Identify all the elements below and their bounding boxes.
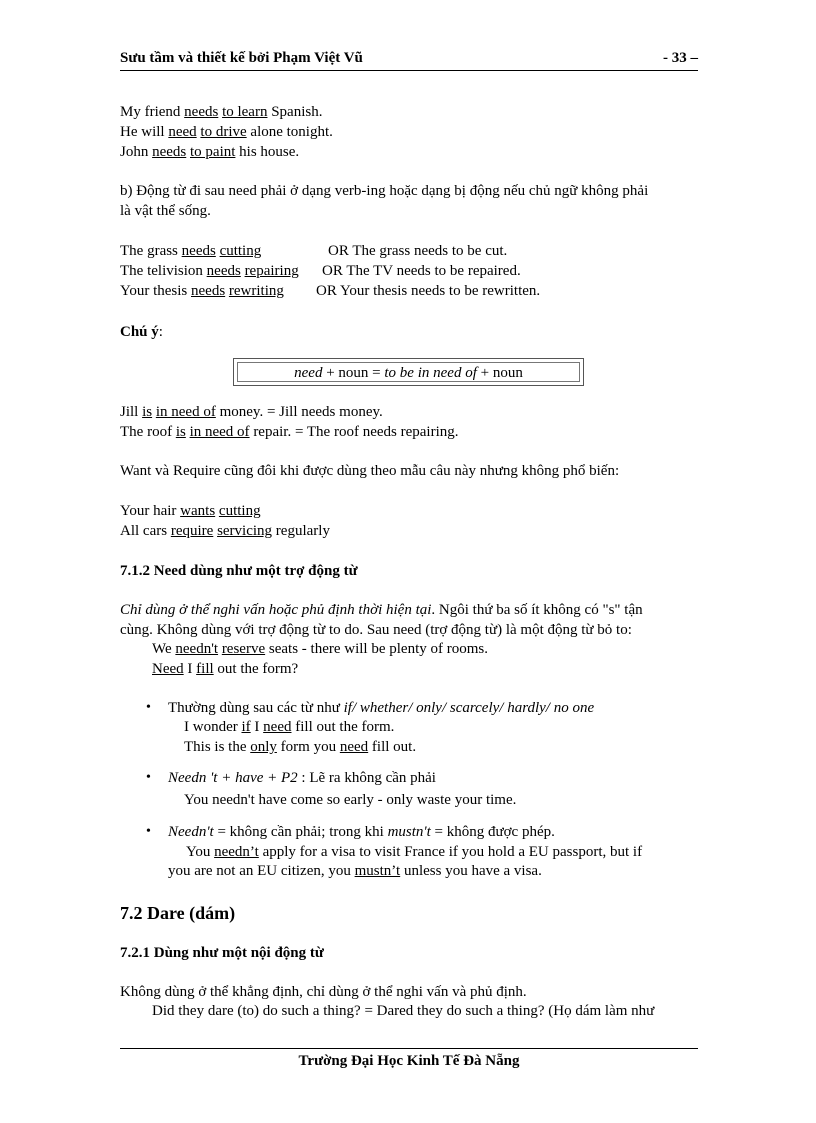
header-page-number: - 33 – [663, 50, 698, 66]
example-line: Your hair wants cutting [120, 503, 261, 519]
section-heading-7-1-2: 7.1.2 Need dùng như một trợ động từ [120, 563, 358, 579]
paragraph-line: cùng. Không dùng với trợ động từ to do. Sau need (trợ động từ) là một động từ bỏ to: [120, 622, 632, 638]
example-line: John needs to paint his house. [120, 144, 300, 160]
example-line: Did they dare (to) do such a thing? = Dared they do such a thing? (Họ dám làm như [152, 1003, 655, 1019]
page-header [120, 50, 698, 71]
example-line: I wonder if I need fill out the form. [184, 719, 395, 735]
example-line: The grass needs cutting [120, 243, 262, 259]
example-line: All cars require servicing regularly [120, 523, 330, 539]
example-line: We needn't reserve seats - there will be plenty of rooms. [152, 641, 488, 657]
paragraph-line: Chỉ dùng ở thể nghi vấn hoặc phủ định thời hiện tại. Ngôi thứ ba số ít không có "s" tận [120, 602, 643, 618]
bullet-icon: • [146, 824, 151, 839]
alternative-text: OR The TV needs to be repaired. [322, 263, 521, 279]
formula-text: need + noun = to be in need of + noun [237, 362, 580, 382]
example-line: Your thesis needs rewriting [120, 283, 284, 299]
bullet-icon: • [146, 700, 151, 715]
header-author: Sưu tầm và thiết kế bởi Phạm Việt Vũ [120, 50, 363, 66]
example-line: He will need to drive alone tonight. [120, 124, 333, 140]
example-line: The telivision needs repairing [120, 263, 299, 279]
footer-rule [120, 1048, 698, 1049]
example-line: My friend needs to learn Spanish. [120, 104, 323, 120]
section-heading-7-2-1: 7.2.1 Dùng như một nội động từ [120, 945, 324, 961]
bullet-text: Needn 't + have + P2 : Lẽ ra không cần phải [168, 770, 436, 786]
example-line: Jill is in need of money. = Jill needs money. [120, 404, 383, 420]
alternative-text: OR Your thesis needs to be rewritten. [316, 283, 541, 299]
footer-school: Trường Đại Học Kinh Tế Đà Nẵng [298, 1053, 520, 1069]
alternative-text: OR The grass needs to be cut. [328, 243, 508, 259]
want-require-paragraph: Want và Require cũng đôi khi được dùng theo mẫu câu này nhưng không phổ biến: [120, 463, 620, 479]
paragraph-line: Không dùng ở thể khẳng định, chỉ dùng ở thể nghi vấn và phủ định. [120, 984, 527, 1000]
rule-b-line2: là vật thể sống. [120, 203, 211, 219]
bullet-text: Needn't = không cần phải; trong khi mustn't = không được phép. [168, 824, 555, 840]
example-line: you are not an EU citizen, you mustn’t unless you have a visa. [168, 863, 542, 879]
example-line: You needn't have come so early - only waste your time. [184, 792, 517, 808]
example-line: The roof is in need of repair. = The roof needs repairing. [120, 424, 459, 440]
section-heading-7-2: 7.2 Dare (dám) [120, 903, 236, 923]
rule-b-line1: b) Động từ đi sau need phải ở dạng verb-ing hoặc dạng bị động nếu chủ ngữ không phải [120, 183, 649, 199]
example-line: You needn’t apply for a visa to visit France if you hold a EU passport, but if [186, 844, 643, 860]
example-line: This is the only form you need fill out. [184, 739, 417, 755]
bullet-icon: • [146, 770, 151, 785]
note-label: Chú ý: [120, 324, 163, 340]
formula-box [233, 358, 584, 386]
bullet-text: Thường dùng sau các từ như if/ whether/ only/ scarcely/ hardly/ no one [168, 700, 595, 716]
example-line: Need I fill out the form? [152, 661, 299, 677]
